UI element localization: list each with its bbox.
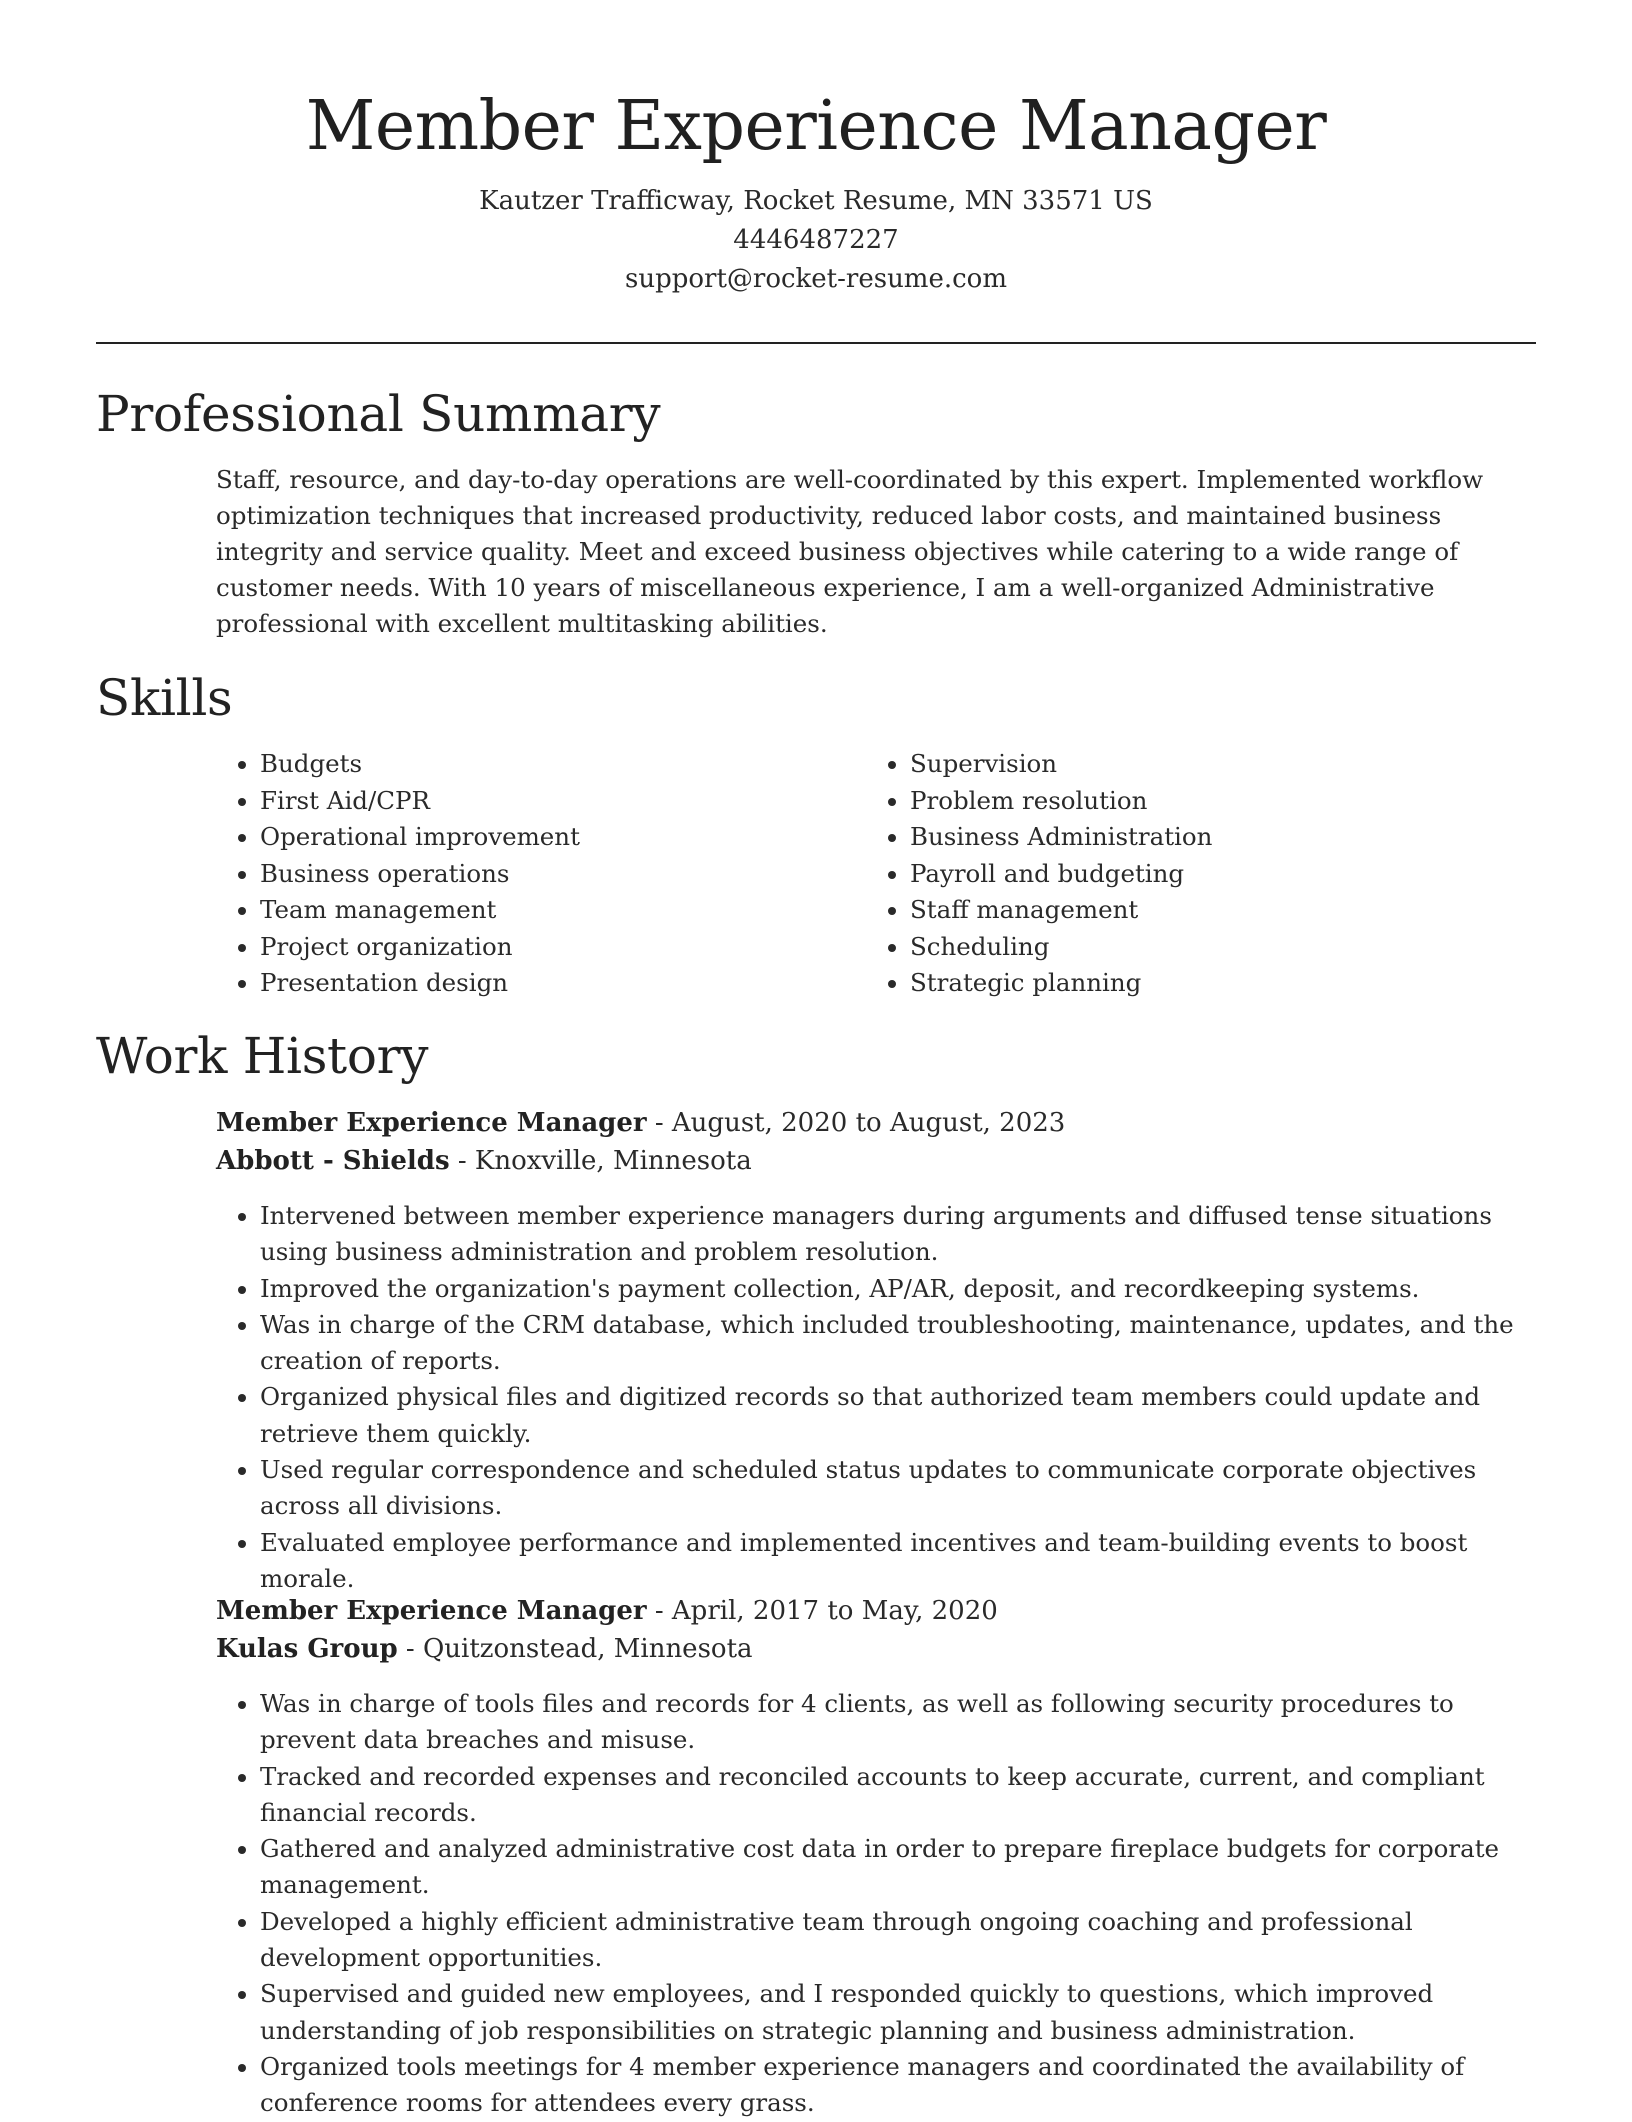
job-title-line (216, 1104, 1516, 1142)
candidate-name: Member Experience Manager (305, 87, 1327, 166)
summary-heading: Professional Summary (96, 385, 661, 443)
work-history-heading: Work History (96, 1027, 429, 1085)
skill-item: • Team management (260, 892, 860, 929)
job-bullet: • Was in charge of tools files and records for 4 clients, as well as following security procedures to prevent data breaches and misuse. (260, 1686, 1536, 1759)
job-location: - Quitzonstead, Minnesota (397, 1634, 753, 1664)
job-company: Kulas Group (216, 1634, 398, 1664)
skills-heading: Skills (96, 669, 233, 727)
job-bullet: • Improved the organization's payment collection, AP/AR, deposit, and recordkeeping systems. (260, 1271, 1536, 1307)
summary-text: Staff, resource, and day-to-day operations are well-coordinated by this expert. Implemented workflow optimization techniques that increased productivity, reduced labor costs, and maintained business integrity and service quality. Meet and exceed business objectives while catering to a wide range of customer needs. With 10 years of miscellaneous experience, I am a well-organized Administrative professional with excellent multitasking abilities. (216, 465, 1484, 638)
phone-text: 4446487227 (733, 225, 899, 255)
job-bullet: • Was in charge of the CRM database, which included troubleshooting, maintenance, updates, and the creation of reports. (260, 1307, 1536, 1380)
job-bullet: • Tracked and recorded expenses and reconciled accounts to keep accurate, current, and compliant financial records. (260, 1759, 1536, 1832)
job-bullet: • Intervened between member experience managers during arguments and diffused tense situations using business administration and problem resolution. (260, 1198, 1536, 1271)
skill-item: • Presentation design (260, 965, 860, 1002)
skill-item: • Budgets (260, 746, 860, 783)
email-text: support@rocket-resume.com (624, 264, 1007, 294)
job-title-line (216, 1592, 1516, 1630)
job-bullet: • Evaluated employee performance and implemented incentives and team-building events to boost morale. (260, 1525, 1536, 1598)
job-company: Abbott - Shields (216, 1146, 450, 1176)
job-company-line (216, 1142, 1516, 1180)
resume-header (96, 82, 1536, 299)
skill-item: • Business operations (260, 856, 860, 893)
skill-item: • Strategic planning (910, 965, 1510, 1002)
address-text: Kautzer Trafficway, Rocket Resume, MN 33571 US (479, 186, 1153, 216)
job-title: Member Experience Manager (216, 1596, 647, 1626)
contact-block (96, 182, 1536, 299)
skill-item: • Supervision (910, 746, 1510, 783)
job-title: Member Experience Manager (216, 1108, 647, 1138)
skill-item: • Payroll and budgeting (910, 856, 1510, 893)
job-bullets (216, 1686, 1536, 2122)
job-header (216, 1592, 1516, 1668)
job-dates: - August, 2020 to August, 2023 (646, 1108, 1066, 1138)
job-bullets (216, 1198, 1536, 1597)
skills-list-left (216, 746, 860, 1002)
job-bullet: • Organized physical files and digitized records so that authorized team members could update and retrieve them quickly. (260, 1379, 1536, 1452)
skill-item: • Project organization (260, 929, 860, 966)
job-bullet: • Used regular correspondence and scheduled status updates to communicate corporate objectives across all divisions. (260, 1452, 1536, 1525)
job-bullet: • Gathered and analyzed administrative cost data in order to prepare fireplace budgets for corporate management. (260, 1831, 1536, 1904)
skill-item: • Operational improvement (260, 819, 860, 856)
job-bullet: • Supervised and guided new employees, and I responded quickly to questions, which improved understanding of job responsibilities on strategic planning and business administration. (260, 1976, 1536, 2049)
job-dates: - April, 2017 to May, 2020 (646, 1596, 998, 1626)
skill-item: • Problem resolution (910, 783, 1510, 820)
job-company-line (216, 1630, 1516, 1668)
skill-item: • First Aid/CPR (260, 783, 860, 820)
job-bullet: • Organized tools meetings for 4 member experience managers and coordinated the availability of conference rooms for attendees every grass. (260, 2049, 1536, 2122)
job-header (216, 1104, 1516, 1180)
header-divider (96, 342, 1536, 344)
job-location: - Knoxville, Minnesota (449, 1146, 752, 1176)
skill-item: • Scheduling (910, 929, 1510, 966)
skills-list-right (866, 746, 1510, 1002)
job-bullet: • Developed a highly efficient administrative team through ongoing coaching and professional development opportunities. (260, 1904, 1536, 1977)
skill-item: • Staff management (910, 892, 1510, 929)
skill-item: • Business Administration (910, 819, 1510, 856)
